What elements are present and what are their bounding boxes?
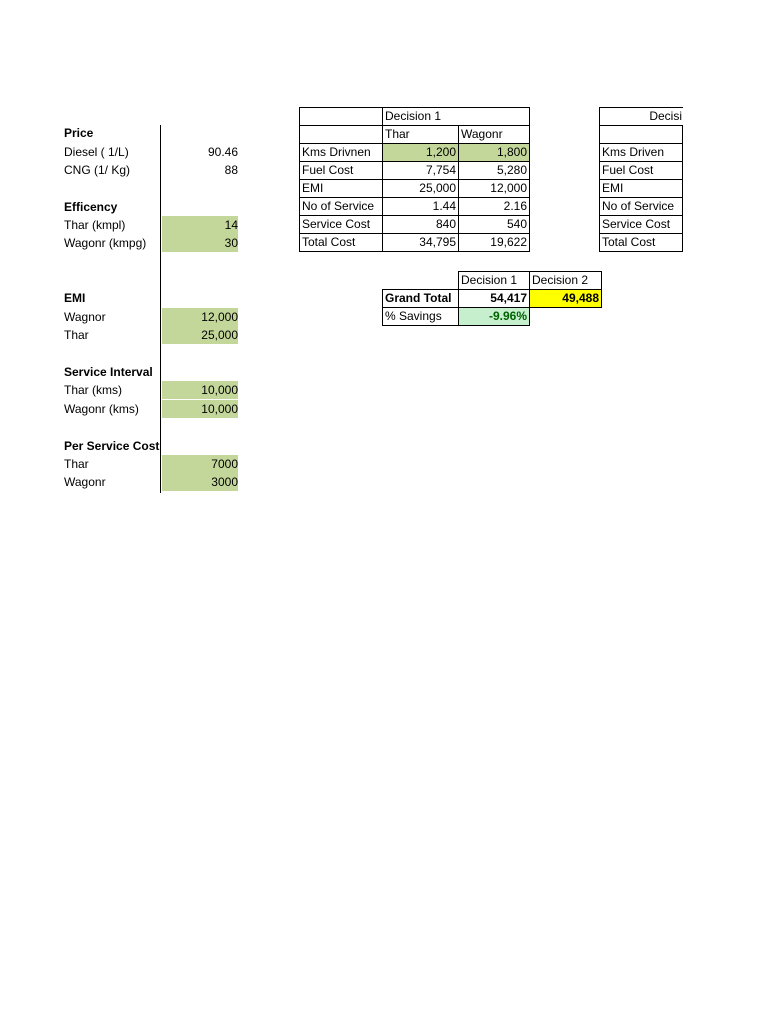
thar-service-cost[interactable]: 840 (383, 216, 459, 234)
table-cell[interactable] (683, 144, 684, 162)
diesel-label: Diesel ( 1/L) (64, 145, 129, 159)
wagonr-emi[interactable]: 12,000 (459, 180, 530, 198)
decision2-table-viewport (599, 107, 683, 255)
inputs-divider (160, 125, 161, 493)
table-cell (530, 308, 602, 326)
row-label[interactable]: Service Cost (600, 216, 683, 234)
summary-decision2-header[interactable]: Decision 2 (530, 272, 602, 290)
table-row (300, 216, 530, 234)
row-label[interactable]: Kms Drivnen (300, 144, 383, 162)
decision1-title[interactable]: Decision 1 (383, 108, 530, 126)
row-label[interactable]: Kms Driven (600, 144, 683, 162)
row-label[interactable]: No of Service (600, 198, 683, 216)
wagnor-emi-value[interactable]: 12,000 (162, 308, 238, 326)
wagnor-emi-label: Wagnor (64, 310, 106, 324)
row-label[interactable]: EMI (600, 180, 683, 198)
row-label[interactable]: EMI (300, 180, 383, 198)
decision2-title-row (600, 108, 684, 126)
wagonr-fuel-cost[interactable]: 5,280 (459, 162, 530, 180)
table-cell[interactable] (683, 126, 684, 144)
wagonr-service-cost[interactable]: 540 (459, 216, 530, 234)
table-row (600, 162, 684, 180)
wagonr-no-of-service[interactable]: 2.16 (459, 198, 530, 216)
table-row (600, 198, 684, 216)
thar-kms-value[interactable]: 1,200 (383, 144, 459, 162)
row-label[interactable]: Service Cost (300, 216, 383, 234)
table-cell[interactable] (683, 198, 684, 216)
row-label[interactable]: Fuel Cost (600, 162, 683, 180)
thar-total-cost[interactable]: 34,795 (383, 234, 459, 252)
thar-column-header[interactable]: Thar (383, 126, 459, 144)
thar-service-cost-label: Thar (64, 457, 89, 471)
savings-value[interactable]: -9.96% (459, 308, 530, 326)
cng-value[interactable]: 88 (224, 163, 238, 177)
thar-service-cost-value[interactable]: 7000 (162, 455, 238, 473)
wagonr-total-cost[interactable]: 19,622 (459, 234, 530, 252)
grand-total-decision2[interactable]: 49,488 (530, 290, 602, 308)
table-cell[interactable] (683, 234, 684, 252)
service-interval-heading: Service Interval (64, 365, 153, 379)
savings-row (383, 308, 602, 326)
emi-heading: EMI (64, 291, 86, 305)
grand-total-label[interactable]: Grand Total (383, 290, 459, 308)
thar-no-of-service[interactable]: 1.44 (383, 198, 459, 216)
price-heading: Price (64, 126, 94, 140)
decision2-title[interactable]: Decisi (600, 108, 684, 126)
summary-table (382, 271, 602, 326)
cng-label: CNG (1/ Kg) (64, 163, 131, 177)
summary-decision1-header[interactable]: Decision 1 (459, 272, 530, 290)
row-label[interactable]: No of Service (300, 198, 383, 216)
decision2-table (599, 107, 683, 252)
table-row (600, 216, 684, 234)
decision1-table (299, 107, 530, 252)
wagonr-service-cost-value[interactable]: 3000 (162, 473, 238, 491)
wagonr-interval-value[interactable]: 10,000 (162, 400, 238, 418)
table-cell[interactable] (300, 108, 383, 126)
wagonr-kms-value[interactable]: 1,800 (459, 144, 530, 162)
table-row (300, 144, 530, 162)
thar-interval-value[interactable]: 10,000 (162, 381, 238, 399)
wagonr-interval-label: Wagonr (kms) (64, 402, 139, 416)
thar-interval-label: Thar (kms) (64, 383, 122, 397)
table-row (600, 126, 684, 144)
table-cell[interactable] (600, 126, 683, 144)
per-service-cost-heading: Per Service Cost (64, 439, 160, 453)
grand-total-decision1[interactable]: 54,417 (459, 290, 530, 308)
wagonr-column-header[interactable]: Wagonr (459, 126, 530, 144)
summary-header-row (383, 272, 602, 290)
table-row (300, 162, 530, 180)
table-cell[interactable] (683, 216, 684, 234)
efficiency-heading: Efficency (64, 200, 118, 214)
table-cell[interactable] (683, 180, 684, 198)
table-cell (383, 272, 459, 290)
decision1-title-row (300, 108, 530, 126)
table-row (300, 198, 530, 216)
row-label[interactable]: Fuel Cost (300, 162, 383, 180)
table-row (600, 234, 684, 252)
thar-emi-value[interactable]: 25,000 (162, 326, 238, 344)
wagonr-efficiency-label: Wagonr (kmpg) (64, 236, 147, 250)
thar-fuel-cost[interactable]: 7,754 (383, 162, 459, 180)
diesel-value[interactable]: 90.46 (207, 145, 238, 159)
thar-emi-label: Thar (64, 328, 89, 342)
table-cell[interactable] (683, 162, 684, 180)
thar-efficiency-label: Thar (kmpl) (64, 218, 126, 232)
thar-efficiency-value[interactable]: 14 (162, 216, 238, 234)
grand-total-row (383, 290, 602, 308)
wagonr-efficiency-value[interactable]: 30 (162, 234, 238, 252)
table-row (300, 234, 530, 252)
savings-label[interactable]: % Savings (383, 308, 459, 326)
table-row (600, 144, 684, 162)
table-row (300, 180, 530, 198)
wagonr-service-cost-label: Wagonr (64, 475, 106, 489)
decision1-header-row (300, 126, 530, 144)
table-row (600, 180, 684, 198)
thar-emi[interactable]: 25,000 (383, 180, 459, 198)
table-cell[interactable] (300, 126, 383, 144)
row-label[interactable]: Total Cost (600, 234, 683, 252)
row-label[interactable]: Total Cost (300, 234, 383, 252)
